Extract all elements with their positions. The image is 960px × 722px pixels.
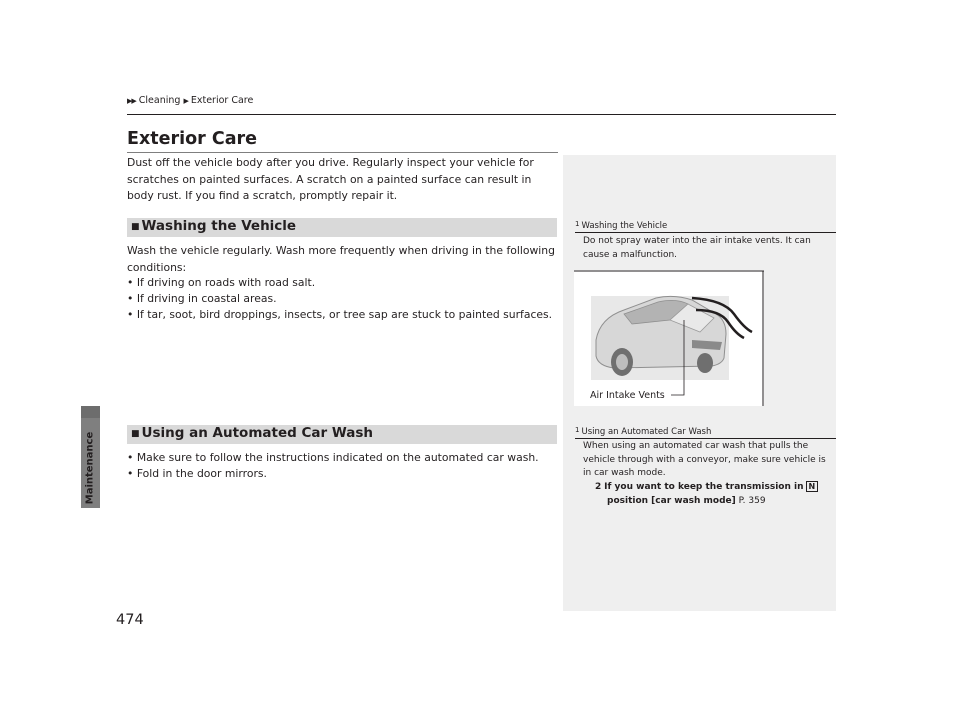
list-item-text: If driving in coastal areas.: [136, 292, 277, 305]
breadcrumb-arrow-icon: ▶: [183, 97, 188, 105]
square-bullet-icon: ■: [131, 222, 140, 232]
note-rule: [575, 232, 836, 233]
list-item-text: Make sure to follow the instructions indicated on the automated car wash.: [136, 451, 539, 464]
list-item-text: If driving on roads with road salt.: [136, 276, 316, 289]
header-rule: [127, 114, 836, 115]
title-rule: [127, 152, 558, 153]
list-item-text: Fold in the door mirrors.: [136, 467, 267, 480]
list-item: • If driving on roads with road salt.: [127, 276, 316, 289]
list-item-text: If tar, soot, bird droppings, insects, or tree sap are stuck to painted surfaces.: [136, 308, 553, 321]
section-washing-title: Washing the Vehicle: [141, 218, 297, 234]
car-illustration: [574, 270, 764, 406]
note-washing-heading: [575, 220, 667, 231]
page-number: 474: [116, 612, 144, 628]
rear-wheel-shape: [697, 353, 713, 373]
intro-paragraph: Dust off the vehicle body after you drive. Regularly inspect your vehicle for scratches on painted surfaces. A scratch on a painted surface can result in body rust. If you find a scratch, promptly repair it.: [127, 156, 534, 202]
breadcrumb: [127, 95, 253, 106]
square-bullet-icon: ■: [131, 429, 140, 439]
wheel-hub-shape: [616, 354, 628, 370]
note-washing-text: Do not spray water into the air intake vents. It can cause a malfunction.: [583, 236, 811, 260]
reference-text: If you want to keep the transmission in: [604, 482, 804, 492]
cross-reference[interactable]: [595, 481, 830, 508]
list-item: • Make sure to follow the instructions indicated on the automated car wash.: [127, 451, 539, 464]
breadcrumb-arrow-icon: ▶▶: [127, 97, 136, 105]
list-item: • Fold in the door mirrors.: [127, 467, 267, 480]
section-automated-title: Using an Automated Car Wash: [141, 425, 374, 441]
list-item: • If driving in coastal areas.: [127, 292, 277, 305]
note-automated-text: When using an automated car wash that pulls the vehicle through with a conveyor, make sure vehicle is in car wash mode.: [583, 441, 826, 478]
note-washing-title: Washing the Vehicle: [581, 221, 668, 231]
note-automated-title: Using an Automated Car Wash: [581, 427, 712, 437]
reference-text-2: position [car wash mode]: [607, 495, 736, 506]
reference-arrow-icon: 2: [595, 482, 602, 492]
gear-n-indicator: N: [806, 481, 819, 492]
page-title: Exterior Care: [127, 129, 258, 149]
section-washing-heading: [131, 218, 296, 234]
chapter-label: Maintenance: [84, 431, 96, 505]
note-marker: 1: [575, 220, 580, 228]
chapter-tab-cap: [81, 406, 100, 418]
note-automated-heading: [575, 426, 711, 437]
list-item: • If tar, soot, bird droppings, insects, or tree sap are stuck to painted surfaces.: [127, 308, 553, 321]
washing-paragraph: Wash the vehicle regularly. Wash more frequently when driving in the following conditions:: [127, 244, 555, 274]
note-rule: [575, 438, 836, 439]
breadcrumb-level2[interactable]: Exterior Care: [190, 95, 254, 106]
section-automated-heading: [131, 425, 373, 441]
illustration-caption: Air Intake Vents: [590, 390, 665, 401]
reference-page: P. 359: [738, 495, 766, 506]
breadcrumb-level1[interactable]: Cleaning: [138, 95, 181, 106]
note-marker: 1: [575, 426, 580, 434]
